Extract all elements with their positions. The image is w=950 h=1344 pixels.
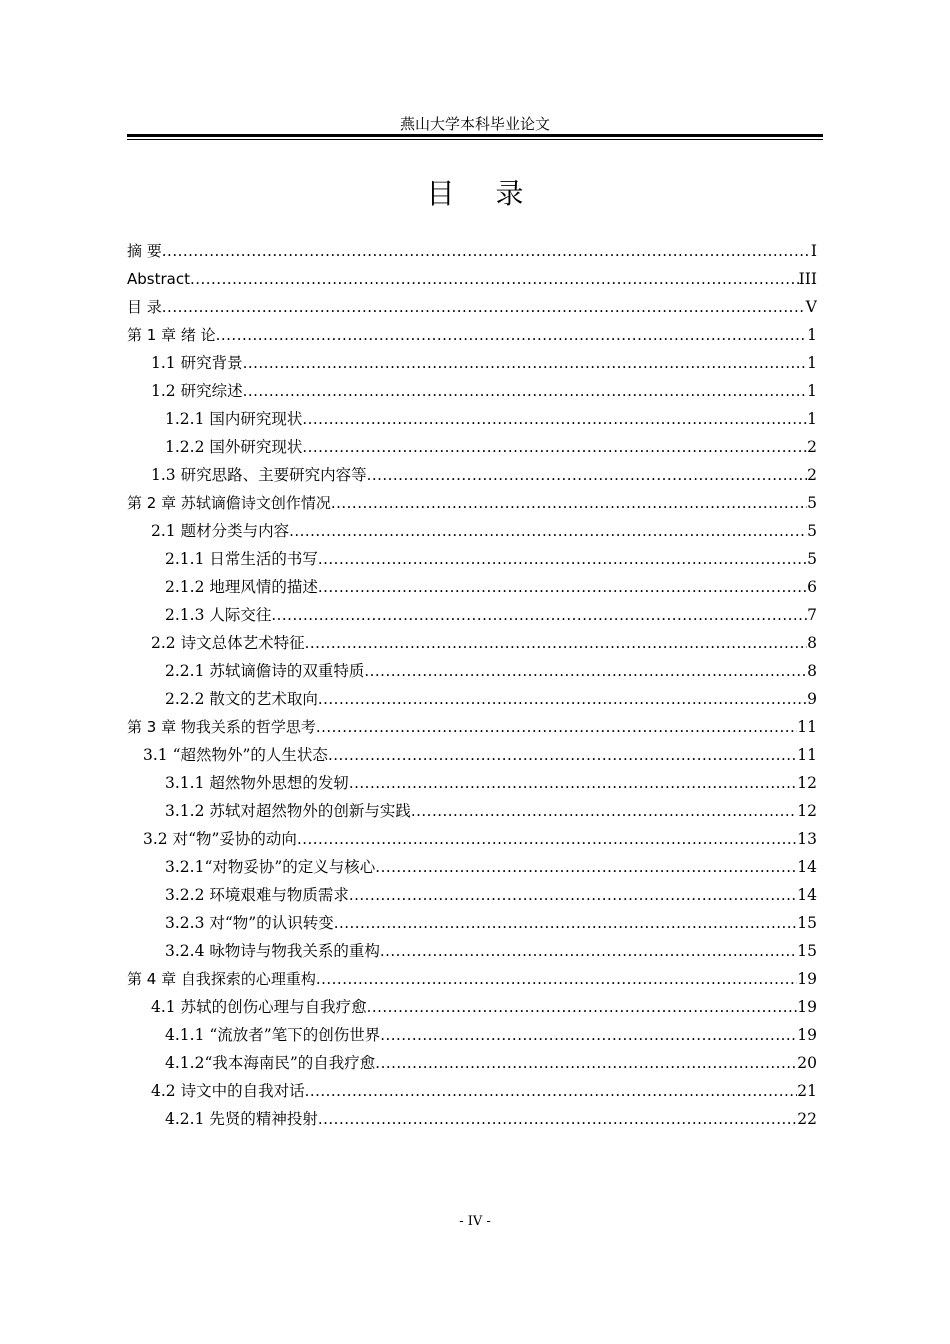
toc-entry-label: 3.1.1 超然物外思想的发轫 — [165, 774, 349, 792]
toc-entry-page: 13 — [797, 830, 817, 848]
toc-dot-leader — [289, 517, 807, 545]
toc-entry-page: 12 — [797, 802, 817, 820]
toc-entry-page: 19 — [797, 970, 817, 988]
toc-entry[interactable] — [127, 1021, 817, 1049]
toc-entry[interactable] — [127, 769, 817, 797]
toc-entry[interactable] — [127, 825, 817, 853]
toc-entry-page: 8 — [807, 662, 817, 680]
toc-entry-label: 4.1 苏轼的创伤心理与自我疗愈 — [151, 998, 367, 1016]
toc-dot-leader — [364, 657, 807, 685]
toc-entry-label: 3.1 “超然物外”的人生状态 — [143, 746, 328, 764]
toc-entry[interactable] — [127, 377, 817, 405]
toc-entry[interactable] — [127, 937, 817, 965]
toc-entry-label: 第 1 章 绪 论 — [127, 326, 216, 344]
toc-dot-leader — [162, 293, 806, 321]
toc-dot-leader — [162, 237, 811, 265]
toc-entry-label: 4.1.1 “流放者”笔下的创伤世界 — [165, 1026, 381, 1044]
toc-entry[interactable] — [127, 293, 817, 321]
toc-entry[interactable] — [127, 741, 817, 769]
toc-entry-label: 2.2.2 散文的艺术取向 — [165, 690, 318, 708]
toc-entry-page: 14 — [797, 858, 817, 876]
toc-entry[interactable] — [127, 237, 817, 265]
toc-entry-label: Abstract — [127, 270, 190, 288]
toc-entry[interactable] — [127, 629, 817, 657]
toc-entry[interactable] — [127, 573, 817, 601]
toc-dot-leader — [243, 377, 808, 405]
toc-entry-page: 7 — [807, 606, 817, 624]
toc-entry[interactable] — [127, 965, 817, 993]
toc-entry-page: 6 — [807, 578, 817, 596]
toc-dot-leader — [318, 573, 807, 601]
toc-dot-leader — [375, 853, 797, 881]
toc-entry-label: 2.1.3 人际交往 — [165, 606, 272, 624]
toc-entry-label: 1.3 研究思路、主要研究内容等 — [151, 466, 367, 484]
toc-dot-leader — [190, 265, 799, 293]
toc-entry[interactable] — [127, 265, 817, 293]
toc-dot-leader — [302, 433, 807, 461]
toc-entry-page: 11 — [797, 746, 817, 764]
toc-dot-leader — [380, 1021, 797, 1049]
toc-entry-label: 摘 要 — [127, 242, 162, 260]
toc-entry-label: 2.2 诗文总体艺术特征 — [151, 634, 305, 652]
toc-dot-leader — [380, 937, 797, 965]
toc-dot-leader — [302, 405, 807, 433]
header-rule-thick — [127, 134, 823, 137]
toc-entry-label: 2.1 题材分类与内容 — [151, 522, 290, 540]
toc-entry-page: 2 — [807, 466, 817, 484]
toc-entry-label: 1.2 研究综述 — [151, 382, 243, 400]
toc-entry-page: III — [798, 270, 817, 288]
toc-entry-page: I — [810, 242, 817, 260]
toc-dot-leader — [318, 685, 807, 713]
toc-entry-label: 4.2.1 先贤的精神投射 — [165, 1110, 318, 1128]
toc-entry-page: 19 — [797, 1026, 817, 1044]
toc-dot-leader — [367, 993, 798, 1021]
toc-entry[interactable] — [127, 489, 817, 517]
toc-entry-page: 21 — [797, 1082, 817, 1100]
toc-entry-label: 1.1 研究背景 — [151, 354, 243, 372]
toc-dot-leader — [271, 601, 807, 629]
toc-entry-label: 第 3 章 物我关系的哲学思考 — [127, 718, 316, 736]
toc-dot-leader — [316, 965, 797, 993]
toc-entry-page: V — [805, 298, 817, 316]
toc-entry[interactable] — [127, 433, 817, 461]
toc-entry[interactable] — [127, 993, 817, 1021]
toc-entry-label: 2.1.1 日常生活的书写 — [165, 550, 318, 568]
toc-entry-page: 14 — [797, 886, 817, 904]
toc-entry-label: 4.2 诗文中的自我对话 — [151, 1082, 305, 1100]
toc-entry-label: 3.2.3 对“物”的认识转变 — [165, 914, 334, 932]
toc-entry-label: 2.2.1 苏轼谪儋诗的双重特质 — [165, 662, 365, 680]
toc-entry-label: 3.1.2 苏轼对超然物外的创新与实践 — [165, 802, 411, 820]
toc-dot-leader — [305, 629, 808, 657]
toc-entry[interactable] — [127, 797, 817, 825]
toc-entry[interactable] — [127, 713, 817, 741]
toc-dot-leader — [297, 825, 797, 853]
toc-entry-page: 2 — [807, 438, 817, 456]
toc-dot-leader — [375, 1049, 797, 1077]
toc-entry-page: 19 — [797, 998, 817, 1016]
toc-entry-page: 9 — [807, 690, 817, 708]
toc-entry[interactable] — [127, 1049, 817, 1077]
toc-dot-leader — [349, 769, 797, 797]
toc-entry-page: 5 — [807, 550, 817, 568]
toc-entry[interactable] — [127, 1105, 817, 1133]
toc-entry[interactable] — [127, 909, 817, 937]
toc-entry-page: 12 — [797, 774, 817, 792]
toc-entry-label: 第 2 章 苏轼谪儋诗文创作情况 — [127, 494, 331, 512]
toc-entry[interactable] — [127, 321, 817, 349]
toc-dot-leader — [331, 489, 807, 517]
toc-entry[interactable] — [127, 517, 817, 545]
toc-entry-page: 1 — [807, 410, 817, 428]
toc-entry-label: 1.2.2 国外研究现状 — [165, 438, 303, 456]
toc-entry-page: 15 — [797, 942, 817, 960]
toc-dot-leader — [216, 321, 808, 349]
toc-entry[interactable] — [127, 685, 817, 713]
toc-entry[interactable] — [127, 405, 817, 433]
toc-entry-page: 15 — [797, 914, 817, 932]
toc-dot-leader — [316, 713, 797, 741]
toc-dot-leader — [334, 909, 798, 937]
toc-entry-page: 1 — [807, 326, 817, 344]
toc-dot-leader — [318, 1105, 797, 1133]
toc-dot-leader — [328, 741, 797, 769]
toc-dot-leader — [411, 797, 797, 825]
header-rule-thin — [127, 139, 823, 140]
page-title: 目 录 — [426, 177, 540, 210]
toc-entry-page: 1 — [807, 354, 817, 372]
toc-entry-label: 3.2.2 环境艰难与物质需求 — [165, 886, 349, 904]
toc-entry[interactable] — [127, 461, 817, 489]
toc-entry-label: 3.2 对“物”妥协的动向 — [143, 830, 297, 848]
toc-entry[interactable] — [127, 545, 817, 573]
toc-dot-leader — [367, 461, 808, 489]
toc-entry-page: 22 — [797, 1110, 817, 1128]
toc-entry[interactable] — [127, 657, 817, 685]
running-header: 燕山大学本科毕业论文 — [399, 115, 550, 133]
toc-entry-page: 5 — [807, 494, 817, 512]
toc-dot-leader — [243, 349, 808, 377]
toc-entry[interactable] — [127, 601, 817, 629]
toc-entry-page: 8 — [807, 634, 817, 652]
toc-entry-label: 3.2.4 咏物诗与物我关系的重构 — [165, 942, 380, 960]
toc-entry-label: 4.1.2“我本海南民”的自我疗愈 — [165, 1054, 376, 1072]
toc-entry[interactable] — [127, 853, 817, 881]
toc-entry[interactable] — [127, 1077, 817, 1105]
toc-entry[interactable] — [127, 349, 817, 377]
page-number: - IV - — [459, 1214, 491, 1229]
toc-entry-label: 1.2.1 国内研究现状 — [165, 410, 303, 428]
toc-dot-leader — [318, 545, 807, 573]
toc-entry-page: 1 — [807, 382, 817, 400]
toc-entry-page: 20 — [797, 1054, 817, 1072]
toc-entry-label: 目 录 — [127, 298, 162, 316]
toc-entry-page: 5 — [807, 522, 817, 540]
toc-entry-page: 11 — [797, 718, 817, 736]
toc-dot-leader — [349, 881, 797, 909]
toc-entry[interactable] — [127, 881, 817, 909]
table-of-contents — [127, 237, 817, 1133]
toc-entry-label: 第 4 章 自我探索的心理重构 — [127, 970, 316, 988]
toc-entry-label: 3.2.1“对物妥协”的定义与核心 — [165, 858, 376, 876]
toc-dot-leader — [305, 1077, 798, 1105]
toc-entry-label: 2.1.2 地理风情的描述 — [165, 578, 318, 596]
